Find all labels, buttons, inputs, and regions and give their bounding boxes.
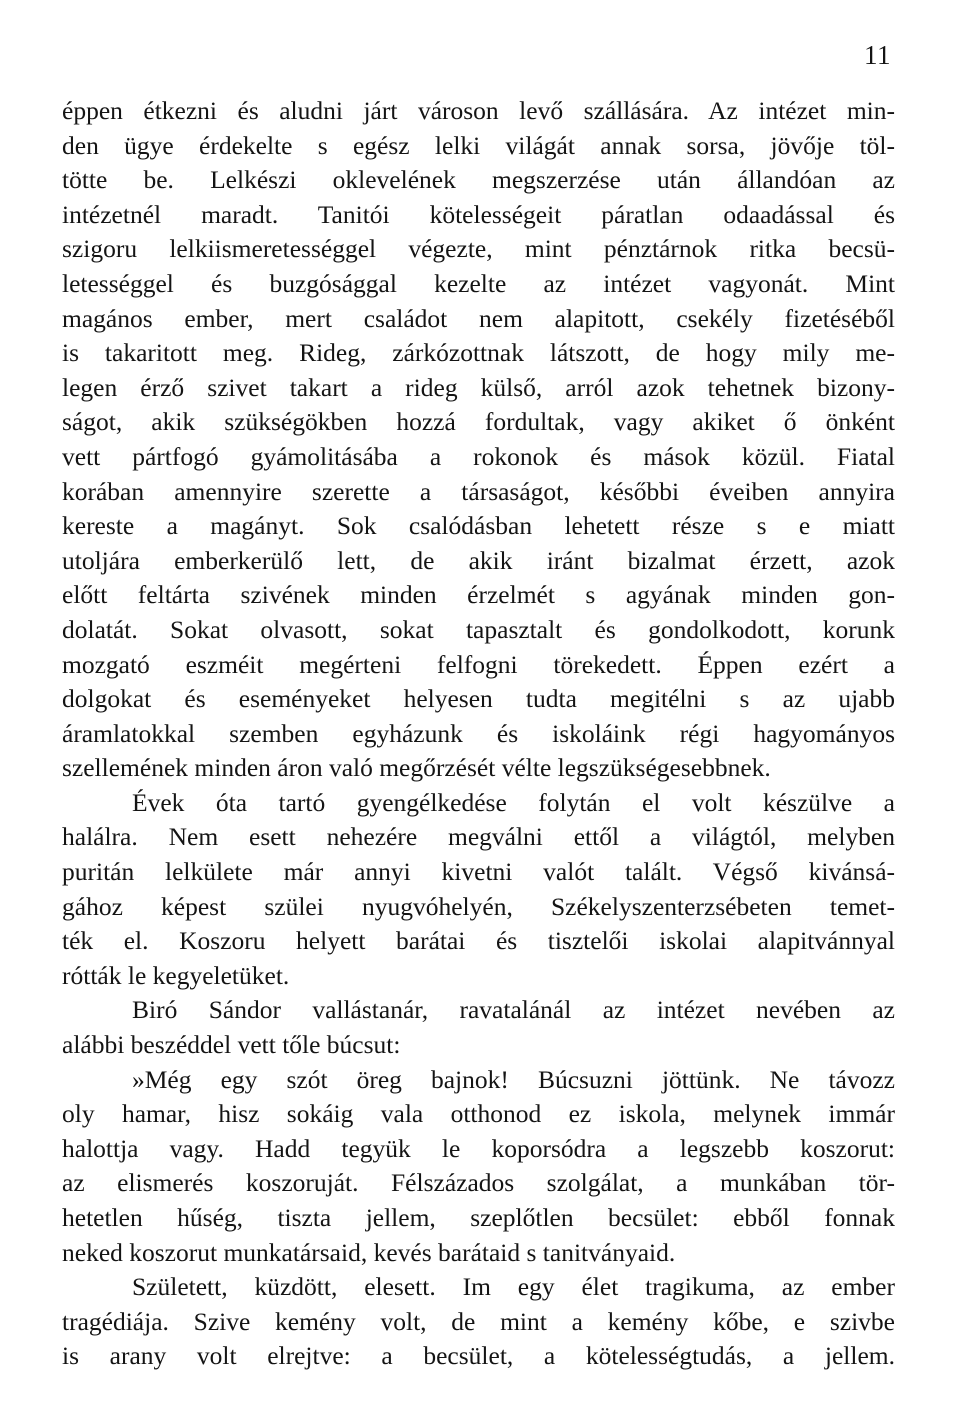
text-line: hetetlen hűség, tiszta jellem, szeplőtlen becsület: ebből fonnak — [62, 1203, 895, 1232]
text-line: is takaritott meg. Rideg, zárkózottnak látszott, de hogy mily me- — [62, 338, 895, 368]
text-line: áramlatokkal szemben egyházunk és iskoláink régi hagyományos — [62, 718, 895, 748]
text-line: neked koszorut munkatársaid, kevés barátaid s tanitványaid. — [62, 1237, 676, 1267]
text-line: rótták le kegyeletüket. — [62, 960, 290, 990]
text-line: legen érző szivet takart a rideg külső, arról azok tehetnek bizony- — [62, 372, 895, 402]
text-line: magános ember, mert családot nem alapitott, csekély fizetéséből — [62, 303, 895, 333]
text-line: előtt feltárta szivének minden érzelmét s agyának minden gon- — [62, 580, 895, 610]
text-line: az elismerés koszoruját. Félszázados szolgálat, a munkában tör- — [62, 1168, 895, 1198]
text-line: halottja vagy. Hadd tegyük le koporsódra a legszebb koszorut: — [62, 1133, 895, 1163]
text-line: tragédiája. Szive kemény volt, de mint a kemény kőbe, e szivbe — [62, 1306, 895, 1336]
text-line: oly hamar, hisz sokáig vala otthonod ez iskola, melynek immár — [62, 1099, 895, 1129]
text-line: Született, küzdött, elesett. Im egy élet tragikuma, az ember — [132, 1272, 895, 1302]
text-line: letességgel és buzgósággal kezelte az intézet vagyonát. Mint — [62, 268, 895, 298]
text-line: Évek óta tartó gyengélkedése folytán el volt készülve a — [132, 787, 895, 817]
text-line: puritán lelkülete már annyi kivetni valót talált. Végső kivánsá- — [62, 857, 895, 887]
text-line: szigoru lelkiismeretességgel végezte, mint pénztárnok ritka becsü- — [62, 234, 895, 264]
text-line: alábbi beszéddel vett tőle búcsut: — [62, 1030, 401, 1060]
body-text — [62, 94, 895, 1374]
page-number: 11 — [864, 40, 891, 70]
text-line: éppen étkezni és aludni járt városon levő szállására. Az intézet min- — [62, 96, 895, 125]
text-line: tötte be. Lelkészi oklevelének megszerzése után állandóan az — [62, 165, 895, 195]
text-line: mozgató eszméit megérteni felfogni törekedett. Éppen ezért a — [62, 649, 895, 679]
text-line: kereste a magányt. Sok csalódásban lehetett része s e miatt — [62, 511, 895, 541]
text-line: is arany volt elrejtve: a becsület, a kötelességtudás, a jellem. — [62, 1341, 895, 1371]
text-line: dolatát. Sokat olvasott, sokat tapasztalt és gondolkodott, korunk — [62, 614, 895, 644]
text-line: »Még egy szót öreg bajnok! Búcsuzni jöttünk. Ne távozz — [132, 1064, 895, 1094]
text-line: szellemének minden áron való megőrzését vélte legszükségesebbnek. — [62, 753, 771, 783]
text-line: halálra. Nem esett nehezére megválni ettől a világtól, melyben — [62, 822, 895, 852]
text-line: ságot, akik szükségökben hozzá fordultak, vagy akiket ő önként — [62, 407, 895, 437]
text-line: gához képest szülei nyugvóhelyén, Székelyszenterzsébeten temet- — [62, 891, 895, 921]
text-line: den ügye érdekelte s egész lelki világát annak sorsa, jövője töl- — [62, 130, 895, 160]
text-line: dolgokat és eseményeket helyesen tudta megitélni s az ujabb — [62, 684, 895, 714]
text-line: ték el. Koszoru helyett barátai és tisztelői iskolai alapitvánnyal — [62, 926, 895, 956]
text-line: intézetnél maradt. Tanitói kötelességeit páratlan odaadással és — [62, 199, 895, 229]
text-line: vett pártfogó gyámolitásába a rokonok és mások közül. Fiatal — [62, 441, 895, 471]
text-line: korában amennyire szerette a társaságot, későbbi éveiben annyira — [62, 476, 895, 506]
text-line: utoljára emberkerülő lett, de akik iránt bizalmat érzett, azok — [62, 545, 895, 575]
text-line: Biró Sándor vallástanár, ravatalánál az intézet nevében az — [132, 995, 895, 1025]
